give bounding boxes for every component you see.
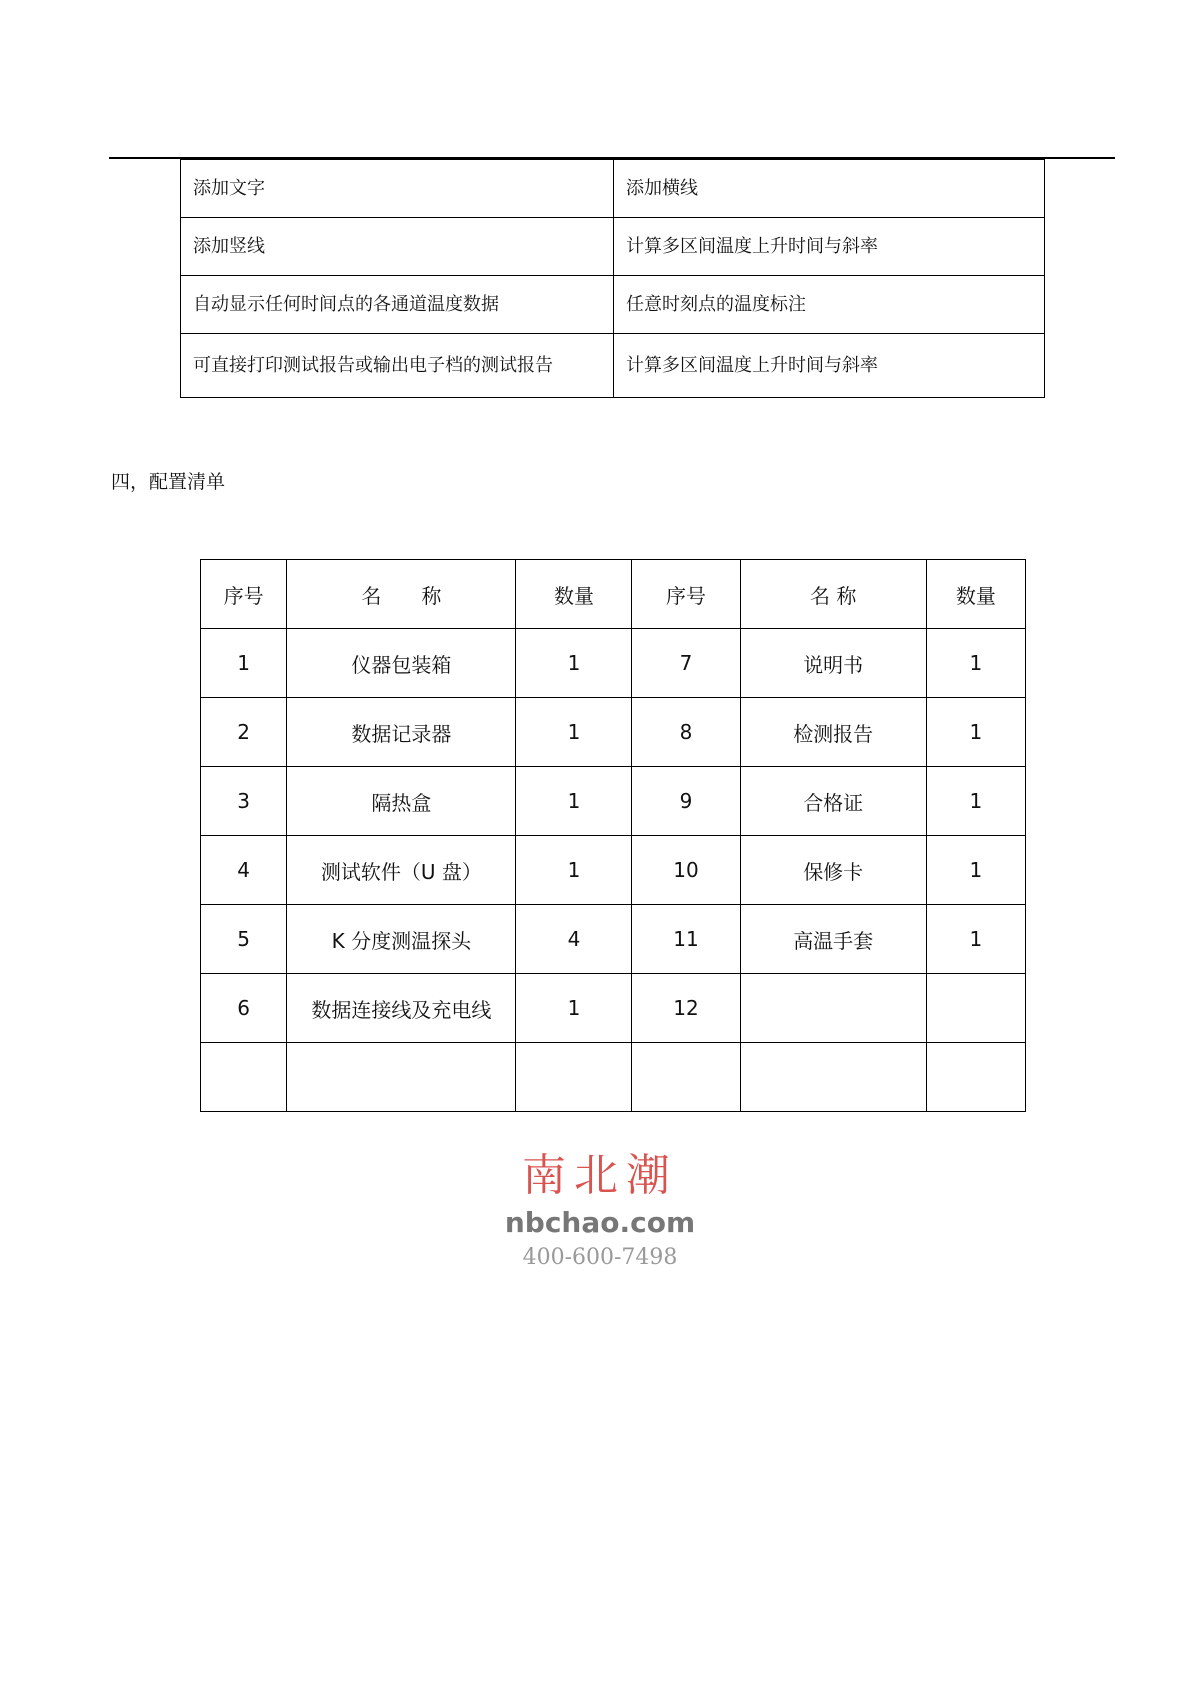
column-header: 序号	[201, 560, 287, 629]
table-cell: 9	[632, 767, 740, 836]
table-cell: 数据连接线及充电线	[287, 974, 516, 1043]
table-cell: 合格证	[740, 767, 926, 836]
table-cell: 隔热盒	[287, 767, 516, 836]
table-cell: 高温手套	[740, 905, 926, 974]
table-row	[201, 698, 1026, 767]
table-cell: 2	[201, 698, 287, 767]
table-cell: 任意时刻点的温度标注	[614, 276, 1045, 334]
table-cell	[632, 1043, 740, 1112]
table-row	[181, 160, 1045, 218]
column-header: 名 称	[740, 560, 926, 629]
table-cell: 检测报告	[740, 698, 926, 767]
table-cell: 12	[632, 974, 740, 1043]
table-cell: 5	[201, 905, 287, 974]
table-cell: 1	[926, 629, 1025, 698]
table-cell: 4	[201, 836, 287, 905]
table-cell: 1	[516, 767, 632, 836]
watermark-text	[430, 1150, 770, 1280]
table-cell: 可直接打印测试报告或输出电子档的测试报告	[181, 334, 614, 398]
table-cell	[201, 1043, 287, 1112]
table-row	[201, 836, 1026, 905]
table-cell: 数据记录器	[287, 698, 516, 767]
table-header-row	[201, 560, 1026, 629]
section-heading: 四，配置清单	[111, 471, 226, 493]
features-table	[180, 159, 1045, 398]
table-cell: 7	[632, 629, 740, 698]
table-row	[201, 974, 1026, 1043]
table-cell	[926, 974, 1025, 1043]
table-cell	[926, 1043, 1025, 1112]
table-cell: 添加竖线	[181, 218, 614, 276]
table-cell: 3	[201, 767, 287, 836]
table-cell: 1	[926, 836, 1025, 905]
table-row	[181, 334, 1045, 398]
table-row	[181, 276, 1045, 334]
table-cell: 测试软件（U 盘）	[287, 836, 516, 905]
table-cell: 1	[516, 698, 632, 767]
watermark-cn: 南北潮	[522, 1150, 678, 1201]
config-table	[200, 559, 1026, 1112]
watermark-site: nbchao.com	[504, 1206, 696, 1239]
column-header: 数量	[926, 560, 1025, 629]
table-cell	[740, 1043, 926, 1112]
column-header: 名 称	[287, 560, 516, 629]
table-cell: 11	[632, 905, 740, 974]
table-row	[201, 767, 1026, 836]
table-cell: 10	[632, 836, 740, 905]
table-cell: 1	[926, 698, 1025, 767]
table-cell: K 分度测温探头	[287, 905, 516, 974]
table-cell: 1	[926, 905, 1025, 974]
table-cell: 说明书	[740, 629, 926, 698]
table-cell: 添加文字	[181, 160, 614, 218]
watermark-phone: 400-600-7498	[522, 1245, 678, 1270]
table-cell: 1	[926, 767, 1025, 836]
column-header: 序号	[632, 560, 740, 629]
table-row	[201, 629, 1026, 698]
table-cell: 6	[201, 974, 287, 1043]
table-cell: 保修卡	[740, 836, 926, 905]
table-cell: 4	[516, 905, 632, 974]
table-cell: 1	[516, 974, 632, 1043]
table-cell	[287, 1043, 516, 1112]
table-cell: 1	[516, 629, 632, 698]
table-cell: 8	[632, 698, 740, 767]
column-header: 数量	[516, 560, 632, 629]
table-row	[181, 218, 1045, 276]
table-cell: 仪器包装箱	[287, 629, 516, 698]
table-cell	[740, 974, 926, 1043]
table-row	[201, 1043, 1026, 1112]
table-cell: 1	[201, 629, 287, 698]
table-cell	[516, 1043, 632, 1112]
table-cell: 计算多区间温度上升时间与斜率	[614, 218, 1045, 276]
table-cell: 添加横线	[614, 160, 1045, 218]
table-row	[201, 905, 1026, 974]
table-cell: 1	[516, 836, 632, 905]
table-cell: 计算多区间温度上升时间与斜率	[614, 334, 1045, 398]
table-cell: 自动显示任何时间点的各通道温度数据	[181, 276, 614, 334]
